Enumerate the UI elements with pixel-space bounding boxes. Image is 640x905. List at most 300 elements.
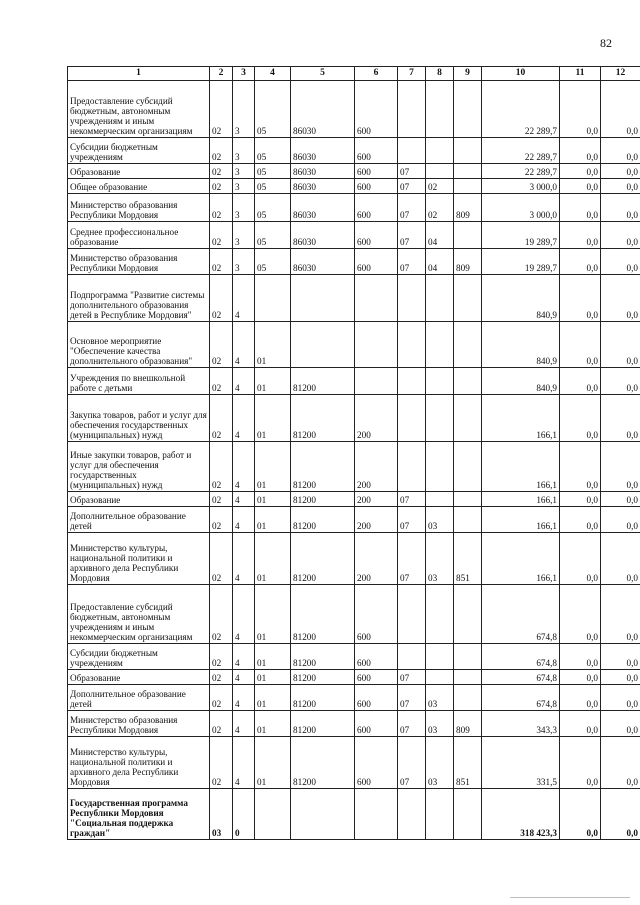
amount-cell: 318 423,3	[482, 789, 560, 840]
amount-cell: 0,0	[601, 194, 640, 222]
code-cell: 03	[426, 533, 454, 585]
code-cell: 01	[255, 685, 291, 711]
code-cell: 07	[398, 737, 426, 789]
row-label: Государственная программа Республики Мордовия "Социальная поддержка граждан"	[68, 789, 210, 840]
code-cell: 05	[255, 179, 291, 194]
column-header: 12	[601, 67, 640, 81]
code-cell	[291, 789, 355, 840]
code-cell: 05	[255, 138, 291, 164]
code-cell: 809	[454, 711, 482, 737]
code-cell: 4	[233, 368, 255, 395]
code-cell	[454, 789, 482, 840]
code-cell	[426, 585, 454, 644]
code-cell: 02	[210, 322, 233, 368]
table-row	[68, 670, 640, 685]
code-cell: 02	[210, 670, 233, 685]
code-cell	[454, 179, 482, 194]
amount-cell: 0,0	[601, 322, 640, 368]
code-cell: 200	[355, 442, 398, 492]
amount-cell: 22 289,7	[482, 81, 560, 138]
code-cell: 600	[355, 138, 398, 164]
code-cell: 02	[210, 194, 233, 222]
code-cell	[398, 138, 426, 164]
code-cell: 02	[210, 164, 233, 179]
code-cell: 01	[255, 442, 291, 492]
code-cell: 07	[398, 179, 426, 194]
code-cell: 81200	[291, 507, 355, 533]
code-cell: 4	[233, 711, 255, 737]
amount-cell: 0,0	[560, 585, 601, 644]
code-cell	[426, 368, 454, 395]
code-cell: 01	[255, 533, 291, 585]
amount-cell: 0,0	[601, 789, 640, 840]
amount-cell: 0,0	[601, 164, 640, 179]
code-cell: 02	[210, 507, 233, 533]
table-row	[68, 164, 640, 179]
code-cell: 81200	[291, 644, 355, 670]
code-cell: 81200	[291, 585, 355, 644]
table-row	[68, 492, 640, 507]
code-cell	[291, 275, 355, 322]
page-number: 82	[600, 36, 612, 50]
code-cell: 01	[255, 507, 291, 533]
table-row	[68, 368, 640, 395]
amount-cell: 0,0	[601, 275, 640, 322]
code-cell: 600	[355, 81, 398, 138]
code-cell: 07	[398, 194, 426, 222]
code-cell	[454, 644, 482, 670]
amount-cell: 0,0	[560, 492, 601, 507]
row-label: Предоставление субсидий бюджетным, автономным учреждениям и иным некоммерческим организациям	[68, 81, 210, 138]
code-cell: 01	[255, 644, 291, 670]
row-label: Министерство культуры, национальной политики и архивного дела Республики Мордовия	[68, 533, 210, 585]
amount-cell: 0,0	[601, 711, 640, 737]
code-cell: 200	[355, 492, 398, 507]
code-cell: 81200	[291, 670, 355, 685]
code-cell	[398, 789, 426, 840]
code-cell: 05	[255, 194, 291, 222]
column-header: 4	[255, 67, 291, 81]
code-cell	[255, 275, 291, 322]
code-cell	[454, 670, 482, 685]
amount-cell: 0,0	[560, 737, 601, 789]
amount-cell: 0,0	[601, 249, 640, 275]
code-cell: 03	[210, 789, 233, 840]
table-row	[68, 507, 640, 533]
column-header: 5	[291, 67, 355, 81]
code-cell	[291, 322, 355, 368]
amount-cell: 840,9	[482, 322, 560, 368]
amount-cell: 0,0	[560, 179, 601, 194]
code-cell	[454, 492, 482, 507]
code-cell	[454, 395, 482, 442]
code-cell: 86030	[291, 179, 355, 194]
code-cell	[426, 395, 454, 442]
code-cell	[426, 644, 454, 670]
code-cell: 03	[426, 685, 454, 711]
code-cell: 01	[255, 670, 291, 685]
code-cell: 4	[233, 507, 255, 533]
code-cell	[454, 368, 482, 395]
code-cell: 86030	[291, 222, 355, 249]
code-cell: 02	[210, 442, 233, 492]
code-cell	[398, 442, 426, 492]
amount-cell: 19 289,7	[482, 249, 560, 275]
code-cell: 01	[255, 368, 291, 395]
code-cell: 07	[398, 222, 426, 249]
code-cell: 200	[355, 507, 398, 533]
code-cell: 600	[355, 194, 398, 222]
code-cell	[454, 585, 482, 644]
amount-cell: 0,0	[601, 737, 640, 789]
table-row	[68, 533, 640, 585]
code-cell	[255, 789, 291, 840]
row-label: Среднее профессиональное образование	[68, 222, 210, 249]
amount-cell: 166,1	[482, 442, 560, 492]
code-cell: 81200	[291, 685, 355, 711]
code-cell: 07	[398, 492, 426, 507]
code-cell: 02	[210, 395, 233, 442]
row-label: Министерство культуры, национальной политики и архивного дела Республики Мордовия	[68, 737, 210, 789]
code-cell: 07	[398, 685, 426, 711]
row-label: Общее образование	[68, 179, 210, 194]
amount-cell: 166,1	[482, 492, 560, 507]
table-row	[68, 737, 640, 789]
column-header: 6	[355, 67, 398, 81]
code-cell	[426, 275, 454, 322]
code-cell: 3	[233, 249, 255, 275]
column-header: 9	[454, 67, 482, 81]
code-cell: 86030	[291, 249, 355, 275]
code-cell: 02	[210, 711, 233, 737]
code-cell: 851	[454, 533, 482, 585]
code-cell: 86030	[291, 194, 355, 222]
budget-table	[67, 66, 640, 840]
code-cell	[454, 322, 482, 368]
column-header: 3	[233, 67, 255, 81]
amount-cell: 0,0	[601, 670, 640, 685]
row-label: Основное мероприятие "Обеспечение качества дополнительного образования"	[68, 322, 210, 368]
code-cell: 3	[233, 164, 255, 179]
table-row	[68, 249, 640, 275]
code-cell: 86030	[291, 81, 355, 138]
amount-cell: 0,0	[560, 442, 601, 492]
code-cell: 600	[355, 222, 398, 249]
amount-cell: 0,0	[601, 507, 640, 533]
row-label: Подпрограмма "Развитие системы дополнительного образования детей в Республике Мордовия"	[68, 275, 210, 322]
code-cell: 600	[355, 164, 398, 179]
code-cell	[426, 670, 454, 685]
row-label: Дополнительное образование детей	[68, 507, 210, 533]
amount-cell: 331,5	[482, 737, 560, 789]
code-cell: 4	[233, 685, 255, 711]
code-cell: 200	[355, 533, 398, 585]
row-label: Образование	[68, 492, 210, 507]
amount-cell: 0,0	[601, 179, 640, 194]
code-cell	[454, 81, 482, 138]
code-cell: 4	[233, 442, 255, 492]
row-label: Министерство образования Республики Мордовия	[68, 711, 210, 737]
amount-cell: 166,1	[482, 533, 560, 585]
code-cell	[454, 275, 482, 322]
code-cell: 02	[210, 585, 233, 644]
amount-cell: 0,0	[601, 395, 640, 442]
amount-cell: 22 289,7	[482, 138, 560, 164]
amount-cell: 0,0	[560, 275, 601, 322]
amount-cell: 22 289,7	[482, 164, 560, 179]
code-cell: 4	[233, 533, 255, 585]
amount-cell: 0,0	[560, 138, 601, 164]
code-cell: 81200	[291, 711, 355, 737]
amount-cell: 0,0	[601, 222, 640, 249]
code-cell	[426, 492, 454, 507]
amount-cell: 674,8	[482, 585, 560, 644]
code-cell: 07	[398, 164, 426, 179]
row-label: Учреждения по внешкольной работе с детьми	[68, 368, 210, 395]
code-cell: 4	[233, 670, 255, 685]
code-cell: 04	[426, 249, 454, 275]
table-row	[68, 222, 640, 249]
row-label: Дополнительное образование детей	[68, 685, 210, 711]
table-row	[68, 322, 640, 368]
row-label: Министерство образования Республики Мордовия	[68, 249, 210, 275]
code-cell: 81200	[291, 368, 355, 395]
row-label: Иные закупки товаров, работ и услуг для обеспечения государственных (муниципальных) нужд	[68, 442, 210, 492]
code-cell: 3	[233, 138, 255, 164]
code-cell	[426, 442, 454, 492]
amount-cell: 0,0	[560, 685, 601, 711]
code-cell: 02	[210, 81, 233, 138]
amount-cell: 166,1	[482, 507, 560, 533]
code-cell	[398, 81, 426, 138]
code-cell: 01	[255, 711, 291, 737]
code-cell: 03	[426, 507, 454, 533]
scan-artifact-line	[510, 897, 630, 898]
amount-cell: 674,8	[482, 685, 560, 711]
code-cell: 3	[233, 179, 255, 194]
code-cell: 600	[355, 644, 398, 670]
code-cell	[426, 81, 454, 138]
amount-cell: 0,0	[601, 81, 640, 138]
code-cell: 02	[210, 179, 233, 194]
row-label: Субсидии бюджетным учреждениям	[68, 138, 210, 164]
table-row	[68, 644, 640, 670]
column-header: 7	[398, 67, 426, 81]
amount-cell: 0,0	[601, 685, 640, 711]
column-header: 2	[210, 67, 233, 81]
code-cell: 600	[355, 711, 398, 737]
code-cell: 600	[355, 585, 398, 644]
code-cell: 02	[210, 368, 233, 395]
table-row	[68, 711, 640, 737]
amount-cell: 0,0	[560, 789, 601, 840]
code-cell: 600	[355, 670, 398, 685]
code-cell	[398, 644, 426, 670]
code-cell: 01	[255, 395, 291, 442]
row-label: Министерство образования Республики Мордовия	[68, 194, 210, 222]
amount-cell: 674,8	[482, 644, 560, 670]
amount-cell: 0,0	[601, 644, 640, 670]
code-cell: 3	[233, 222, 255, 249]
code-cell	[355, 275, 398, 322]
code-cell: 4	[233, 585, 255, 644]
code-cell: 02	[210, 138, 233, 164]
code-cell: 4	[233, 275, 255, 322]
amount-cell: 0,0	[560, 222, 601, 249]
row-label: Образование	[68, 670, 210, 685]
table-row	[68, 138, 640, 164]
code-cell: 02	[426, 179, 454, 194]
code-cell	[398, 368, 426, 395]
amount-cell: 0,0	[560, 164, 601, 179]
code-cell: 600	[355, 179, 398, 194]
amount-cell: 166,1	[482, 395, 560, 442]
code-cell: 01	[255, 737, 291, 789]
code-cell: 04	[426, 222, 454, 249]
code-cell: 81200	[291, 395, 355, 442]
amount-cell: 0,0	[560, 249, 601, 275]
code-cell: 3	[233, 194, 255, 222]
code-cell: 3	[233, 81, 255, 138]
code-cell: 07	[398, 507, 426, 533]
code-cell: 01	[255, 585, 291, 644]
row-label: Предоставление субсидий бюджетным, автономным учреждениям и иным некоммерческим организациям	[68, 585, 210, 644]
code-cell: 05	[255, 249, 291, 275]
code-cell: 07	[398, 249, 426, 275]
code-cell	[355, 789, 398, 840]
code-cell: 600	[355, 737, 398, 789]
code-cell: 81200	[291, 533, 355, 585]
amount-cell: 343,3	[482, 711, 560, 737]
code-cell	[426, 789, 454, 840]
code-cell: 07	[398, 670, 426, 685]
table-row	[68, 179, 640, 194]
row-label: Образование	[68, 164, 210, 179]
table-row	[68, 275, 640, 322]
code-cell: 02	[426, 194, 454, 222]
amount-cell: 0,0	[560, 670, 601, 685]
amount-cell: 0,0	[560, 533, 601, 585]
code-cell: 02	[210, 533, 233, 585]
code-cell: 02	[210, 275, 233, 322]
amount-cell: 3 000,0	[482, 194, 560, 222]
amount-cell: 0,0	[601, 442, 640, 492]
amount-cell: 19 289,7	[482, 222, 560, 249]
code-cell	[426, 322, 454, 368]
code-cell: 4	[233, 492, 255, 507]
code-cell	[355, 368, 398, 395]
amount-cell: 0,0	[601, 492, 640, 507]
code-cell: 86030	[291, 164, 355, 179]
code-cell	[454, 685, 482, 711]
amount-cell: 0,0	[560, 507, 601, 533]
code-cell	[454, 222, 482, 249]
code-cell: 0	[233, 789, 255, 840]
code-cell	[398, 395, 426, 442]
column-header: 1	[68, 67, 210, 81]
code-cell	[398, 275, 426, 322]
amount-cell: 0,0	[560, 322, 601, 368]
code-cell: 4	[233, 395, 255, 442]
code-cell: 809	[454, 249, 482, 275]
code-cell: 01	[255, 322, 291, 368]
amount-cell: 3 000,0	[482, 179, 560, 194]
code-cell: 86030	[291, 138, 355, 164]
amount-cell: 0,0	[601, 533, 640, 585]
code-cell: 4	[233, 644, 255, 670]
table-body	[68, 81, 640, 840]
code-cell: 01	[255, 492, 291, 507]
table-row	[68, 194, 640, 222]
code-cell: 81200	[291, 492, 355, 507]
amount-cell: 0,0	[601, 585, 640, 644]
code-cell	[454, 507, 482, 533]
code-cell	[454, 164, 482, 179]
code-cell: 600	[355, 685, 398, 711]
amount-cell: 0,0	[560, 711, 601, 737]
amount-cell: 0,0	[560, 194, 601, 222]
table-row	[68, 789, 640, 840]
amount-cell: 674,8	[482, 670, 560, 685]
amount-cell: 0,0	[601, 368, 640, 395]
code-cell	[426, 138, 454, 164]
table-row	[68, 395, 640, 442]
table-row	[68, 585, 640, 644]
code-cell: 4	[233, 737, 255, 789]
code-cell: 05	[255, 164, 291, 179]
code-cell: 05	[255, 81, 291, 138]
code-cell: 200	[355, 395, 398, 442]
amount-cell: 840,9	[482, 368, 560, 395]
row-label: Субсидии бюджетным учреждениям	[68, 644, 210, 670]
code-cell: 07	[398, 533, 426, 585]
code-cell	[454, 138, 482, 164]
amount-cell: 840,9	[482, 275, 560, 322]
code-cell: 02	[210, 249, 233, 275]
column-number-header-row	[68, 67, 640, 81]
column-header: 11	[560, 67, 601, 81]
row-label: Закупка товаров, работ и услуг для обеспечения государственных (муниципальных) нужд	[68, 395, 210, 442]
table-row	[68, 81, 640, 138]
code-cell: 809	[454, 194, 482, 222]
code-cell: 02	[210, 737, 233, 789]
code-cell: 81200	[291, 442, 355, 492]
code-cell: 4	[233, 322, 255, 368]
table-row	[68, 442, 640, 492]
amount-cell: 0,0	[560, 81, 601, 138]
code-cell	[398, 585, 426, 644]
amount-cell: 0,0	[601, 138, 640, 164]
code-cell	[454, 442, 482, 492]
code-cell: 05	[255, 222, 291, 249]
code-cell: 07	[398, 711, 426, 737]
amount-cell: 0,0	[560, 644, 601, 670]
code-cell: 03	[426, 737, 454, 789]
amount-cell: 0,0	[560, 368, 601, 395]
code-cell: 02	[210, 685, 233, 711]
code-cell: 02	[210, 222, 233, 249]
amount-cell: 0,0	[560, 395, 601, 442]
code-cell: 02	[210, 492, 233, 507]
code-cell	[398, 322, 426, 368]
column-header: 8	[426, 67, 454, 81]
code-cell: 81200	[291, 737, 355, 789]
code-cell: 600	[355, 249, 398, 275]
column-header: 10	[482, 67, 560, 81]
code-cell: 03	[426, 711, 454, 737]
code-cell: 02	[210, 644, 233, 670]
code-cell	[426, 164, 454, 179]
